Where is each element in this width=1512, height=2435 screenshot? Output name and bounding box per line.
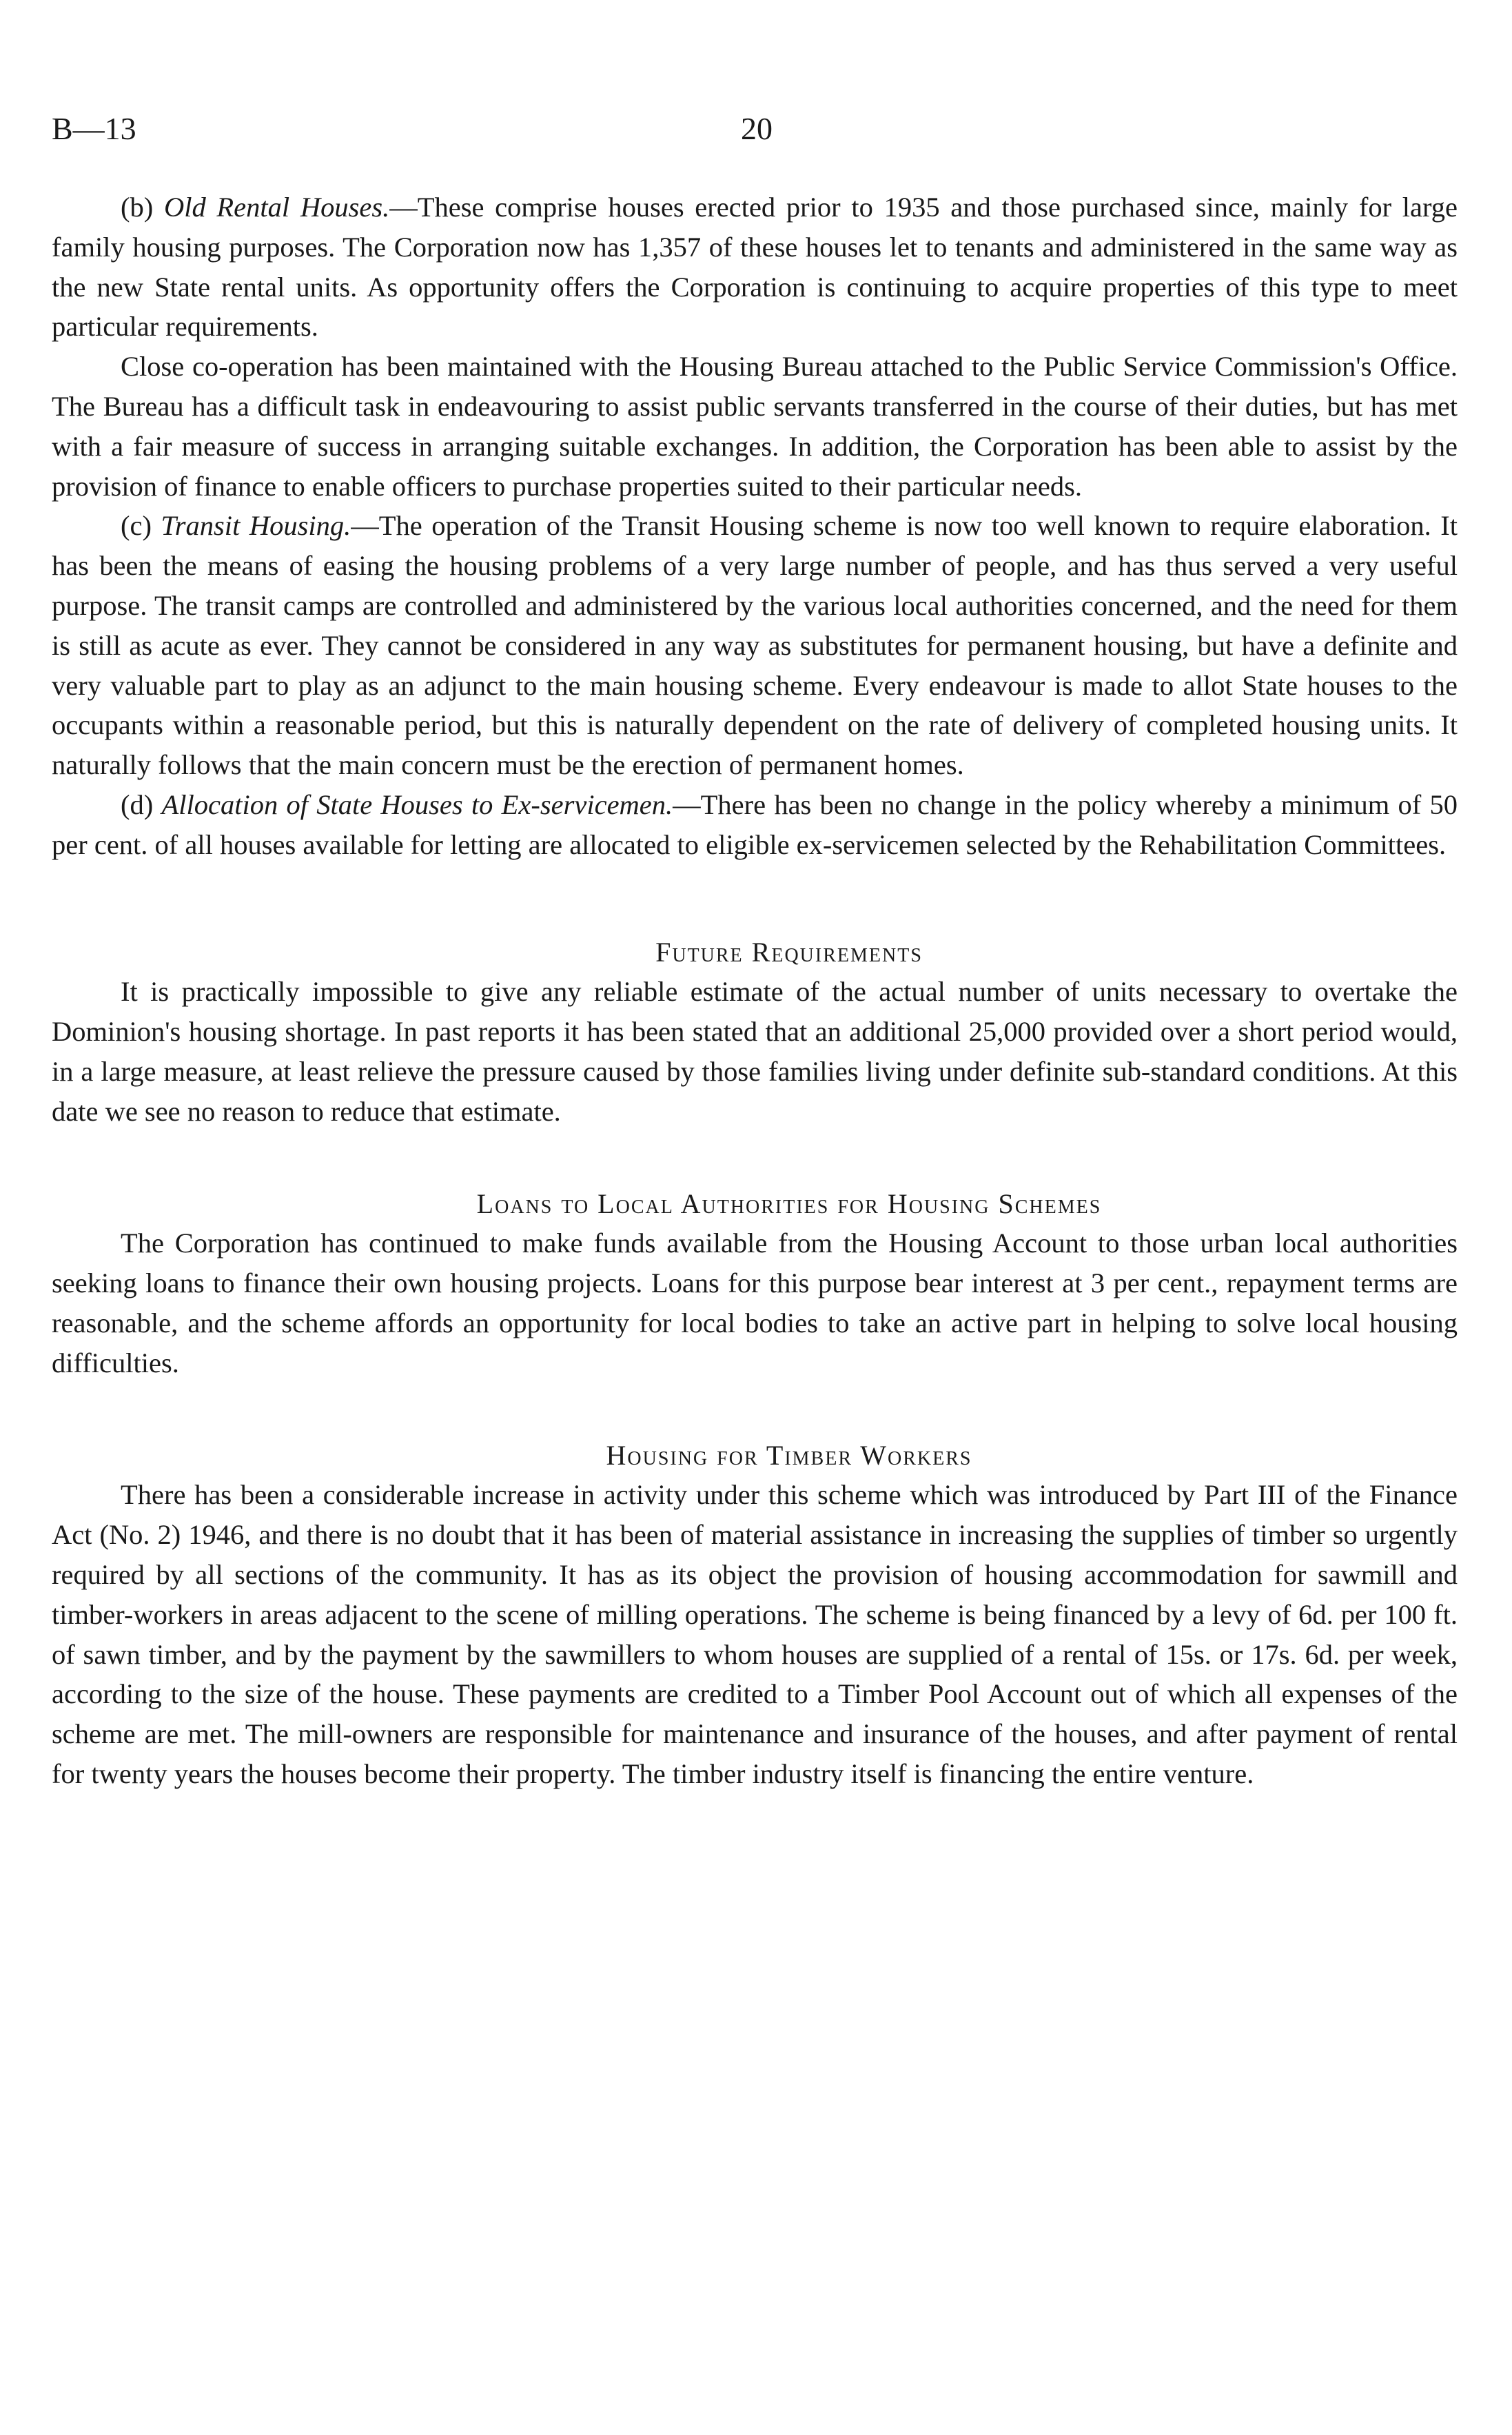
section-heading-future-requirements: Future Requirements: [655, 936, 923, 968]
paragraph-text: It is practically impossible to give any reliable estimate of the actual number of units necessary to overtake the Dominion's housing shortage. In past reports it has been stated that an additional 25,000 provided over a short period would, in a large measure, at least relieve the pressure caused by those families living under definite sub-standard conditions. At this date we see no reason to reduce that estimate.: [52, 976, 1458, 1127]
section-heading-timber-workers: Housing for Timber Workers: [606, 1439, 972, 1471]
paragraph-text: The Corporation has continued to make funds available from the Housing Account to those urban local authorities seeking loans to finance their own housing projects. Loans for this purpose bear interest at 3 per cent., repayment terms are reasonable, and the scheme affords an opportunity for local bodies to take an active part in helping to solve local housing difficulties.: [52, 1227, 1458, 1378]
paragraph-text: There has been a considerable increase in activity under this scheme which was introduced by Part III of the Finance Act (No. 2) 1946, and there is no doubt that it has been of material assistance in increasing the supplies of timber so urgently required by all sections of the community. It has as its object the provision of housing accommodation for sawmill and timber-workers in areas adjacent to the scene of milling operations. The scheme is being financed by a levy of 6d. per 100 ft. of sawn timber, and by the payment by the sawmillers to whom houses are supplied of a rental of 15s. or 17s. 6d. per week, according to the size of the house. These payments are credited to a Timber Pool Account out of which all expenses of the scheme are met. The mill-owners are responsible for maintenance and insurance of the houses, and after payment of rental for twenty years the houses become their property. The timber industry itself is financing the entire venture.: [52, 1479, 1458, 1789]
document-reference: B—13: [52, 111, 136, 146]
paragraph-future-requirements: [52, 972, 1458, 1131]
paragraph-label: Old Rental Houses.: [163, 192, 390, 223]
section-heading-loans: Loans to Local Authorities for Housing Schemes: [476, 1188, 1102, 1219]
paragraph-text: —There has been no change in the policy whereby a minimum of 50 per cent. of all houses available for letting are allocated to eligible ex-servicemen selected by the Rehabilitation Committees.: [52, 788, 1458, 860]
paragraph-transit-housing: [52, 506, 1458, 785]
paragraph-old-rental-houses: [52, 187, 1458, 347]
paragraph-text: —These comprise houses erected prior to 1935 and those purchased since, mainly for large family housing purposes. The Corporation now has 1,357 of these houses let to tenants and administered in the same way as the new State rental units. As opportunity offers the Corporation is continuing to acquire properties of this type to meet particular requirements.: [52, 192, 1458, 343]
document-body: [52, 187, 1458, 1794]
paragraph-text: Close co-operation has been maintained with the Housing Bureau attached to the Public Service Commission's Office. The Bureau has a difficult task in endeavouring to assist public servants transferred in the course of their duties, but has met with a fair measure of success in arranging suitable exchanges. In addition, the Corporation has been able to assist by the provision of finance to enable officers to purchase properties suited to their particular needs.: [52, 351, 1458, 502]
paragraph-allocation-ex-servicemen: [52, 785, 1458, 865]
paragraph-label: Transit Housing.: [161, 510, 351, 542]
paragraph-housing-bureau: [52, 347, 1458, 506]
item-number: (c): [121, 510, 152, 542]
paragraph-loans: [52, 1223, 1458, 1383]
paragraph-timber-workers: [52, 1475, 1458, 1793]
item-number: (b): [121, 192, 154, 223]
page-number: 20: [741, 111, 773, 146]
item-number: (d): [121, 788, 154, 820]
paragraph-label: Allocation of State Houses to Ex-servicemen.: [161, 788, 673, 820]
page-header: [52, 110, 1458, 152]
paragraph-text: —The operation of the Transit Housing scheme is now too well known to require elaboration. It has been the means of easing the housing problems of a very large number of people, and has thus served a very useful purpose. The transit camps are controlled and administered by the various local authorities concerned, and the need for them is still as acute as ever. They cannot be considered in any way as substitutes for permanent housing, but have a definite and very valuable part to play as an adjunct to the main housing scheme. Every endeavour is made to allot State houses to the occupants within a reasonable period, but this is naturally dependent on the rate of delivery of completed housing units. It naturally follows that the main concern must be the erection of permanent homes.: [52, 510, 1458, 781]
